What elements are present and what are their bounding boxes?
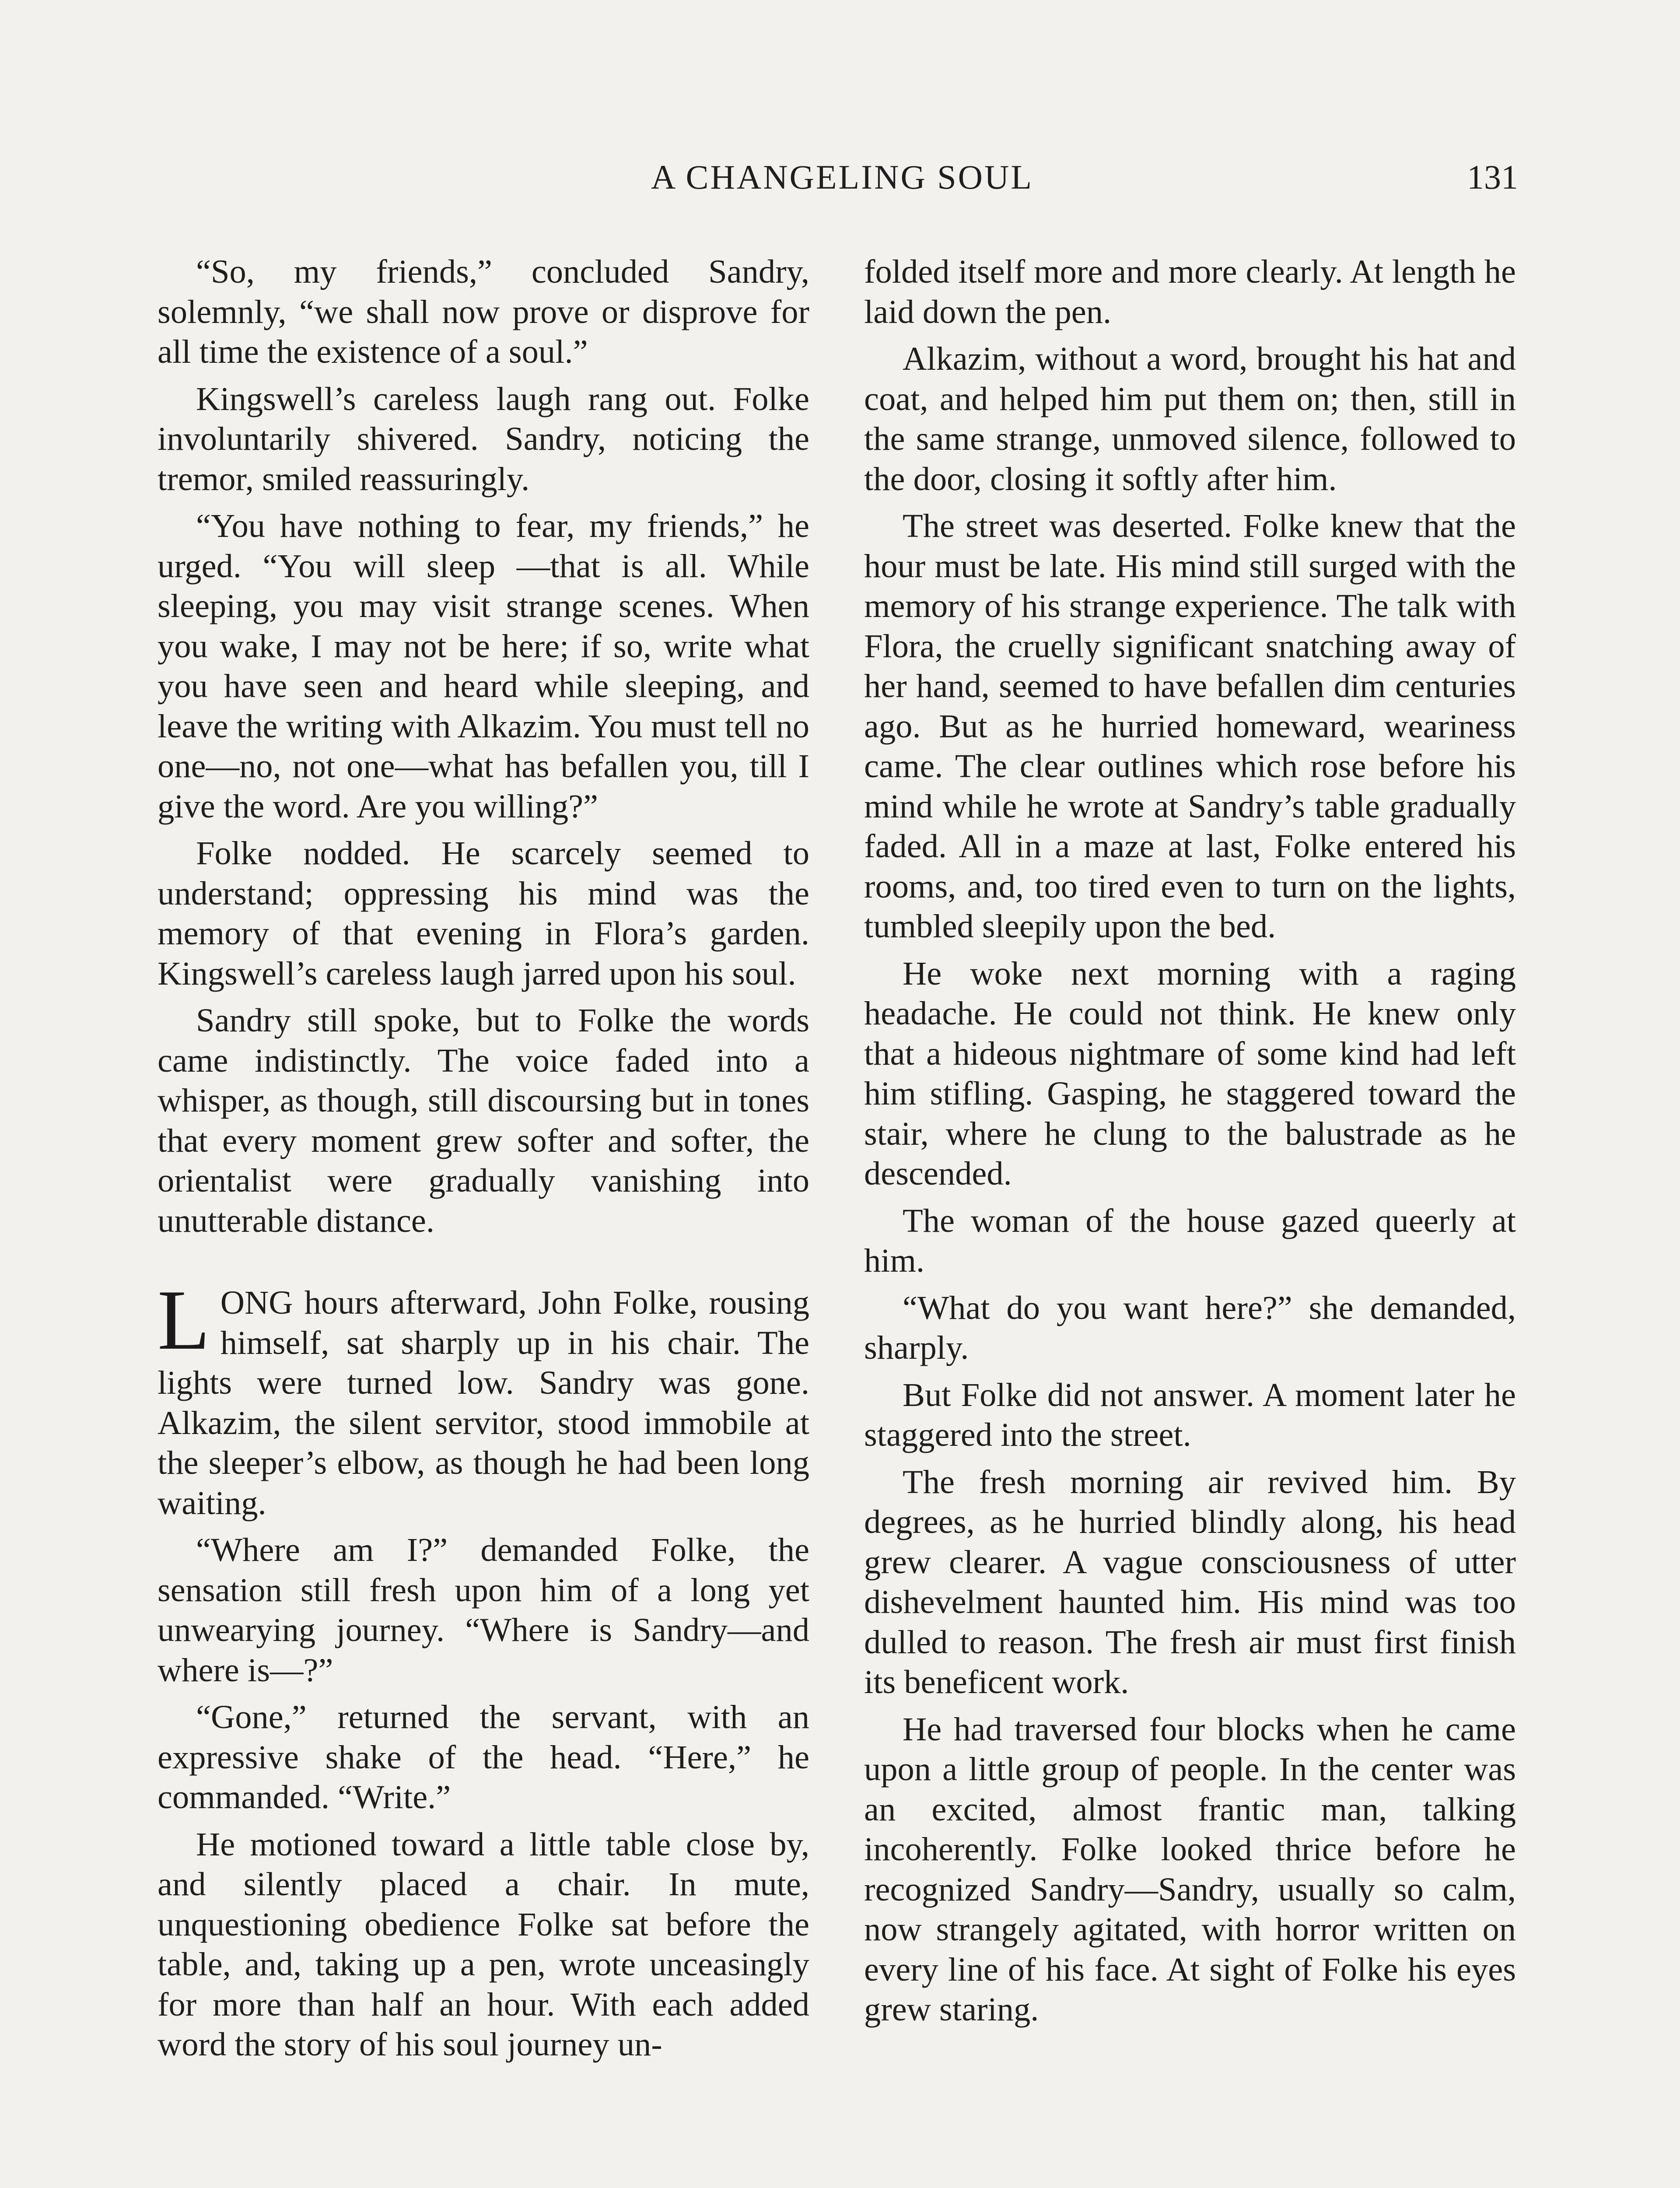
- paragraph: “You have nothing to fear, my friends,” he urged. “You will sleep —that is all. While sleeping, you may visit strange scenes. When you wake, I may not be here; if so, write what you have seen and heard while sleeping, and leave the writing with Alkazim. You must tell no one—no, not one—what has befallen you, till I give the word. Are you willing?”: [158, 507, 809, 825]
- paragraph: Kingswell’s careless laugh rang out. Folke involuntarily shivered. Sandry, noticing the tremor, smiled reassuringly.: [158, 380, 809, 498]
- paragraph: The fresh morning air revived him. By degrees, as he hurried blindly along, his head grew clearer. A vague consciousness of utter dishevelment haunted him. His mind was too dulled to reason. The fresh air must first finish its beneficent work.: [864, 1463, 1516, 1701]
- drop-cap: L: [158, 1273, 210, 1368]
- paragraph: He had traversed four blocks when he came upon a little group of people. In the center was an excited, almost frantic man, talking incoherently. Folke looked thrice before he recognized Sandry—Sandry, usually so calm, now strangely agitated, with horror written on every line of his face. At sight of Folke his eyes grew staring.: [864, 1710, 1516, 2028]
- section-opening-paragraph: [158, 1273, 809, 1523]
- paragraph: “What do you want here?” she demanded, sharply.: [864, 1289, 1516, 1366]
- paragraph: But Folke did not answer. A moment later he staggered into the street.: [864, 1376, 1516, 1453]
- paragraph: The street was deserted. Folke knew that the hour must be late. His mind still surged with the memory of his strange experience. The talk with Flora, the cruelly significant snatching away of her hand, seemed to have befallen dim centuries ago. But as he hurried homeward, weariness came. The clear outlines which rose before his mind while he wrote at Sandry’s table gradually faded. All in a maze at last, Folke entered his rooms, and, too tired even to turn on the lights, tumbled sleepily upon the bed.: [864, 507, 1516, 945]
- paragraph: He motioned toward a little table close by, and silently placed a chair. In mute, unquestioning obedience Folke sat before the table, and, taking up a pen, wrote unceasingly for more than half an hour. With each added word the story of his soul journey un-: [158, 1825, 809, 2063]
- paragraph: The woman of the house gazed queerly at him.: [864, 1202, 1516, 1279]
- running-title: A CHANGELING SOUL: [651, 158, 1033, 196]
- right-column: [864, 252, 1516, 2037]
- paragraph: “So, my friends,” concluded Sandry, solemnly, “we shall now prove or disprove for all time the existence of a soul.”: [158, 253, 809, 370]
- page-number: 131: [1467, 158, 1518, 196]
- section-opening-text: ONG hours afterward, John Folke, rousing himself, sat sharply up in his chair. The lights were turned low. Sandry was gone. Alkazim, the silent servitor, stood immobile at the sleeper’s elbow, as though he had been long waiting.: [158, 1284, 809, 1522]
- left-column: [158, 252, 809, 2072]
- paragraph: Alkazim, without a word, brought his hat and coat, and helped him put them on; then, still in the same strange, unmoved silence, followed to the door, closing it softly after him.: [864, 340, 1516, 498]
- paragraph: He woke next morning with a raging headache. He could not think. He knew only that a hideous nightmare of some kind had left him stifling. Gasping, he staggered toward the stair, where he clung to the balustrade as he descended.: [864, 954, 1516, 1192]
- page-header: [166, 158, 1518, 210]
- paragraph: Folke nodded. He scarcely seemed to understand; oppressing his mind was the memory of that evening in Flora’s garden. Kingswell’s careless laugh jarred upon his soul.: [158, 835, 809, 992]
- paragraph: “Gone,” returned the servant, with an expressive shake of the head. “Here,” he commanded. “Write.”: [158, 1698, 809, 1816]
- continued-paragraph: folded itself more and more clearly. At length he laid down the pen.: [864, 253, 1516, 330]
- paragraph: “Where am I?” demanded Folke, the sensation still fresh upon him of a long yet unwearying journey. “Where is Sandry—and where is—?”: [158, 1531, 809, 1689]
- paragraph: Sandry still spoke, but to Folke the words came indistinctly. The voice faded into a whisper, as though, still discoursing but in tones that every moment grew softer and softer, the orientalist were gradually vanishing into unutterable distance.: [158, 1002, 809, 1239]
